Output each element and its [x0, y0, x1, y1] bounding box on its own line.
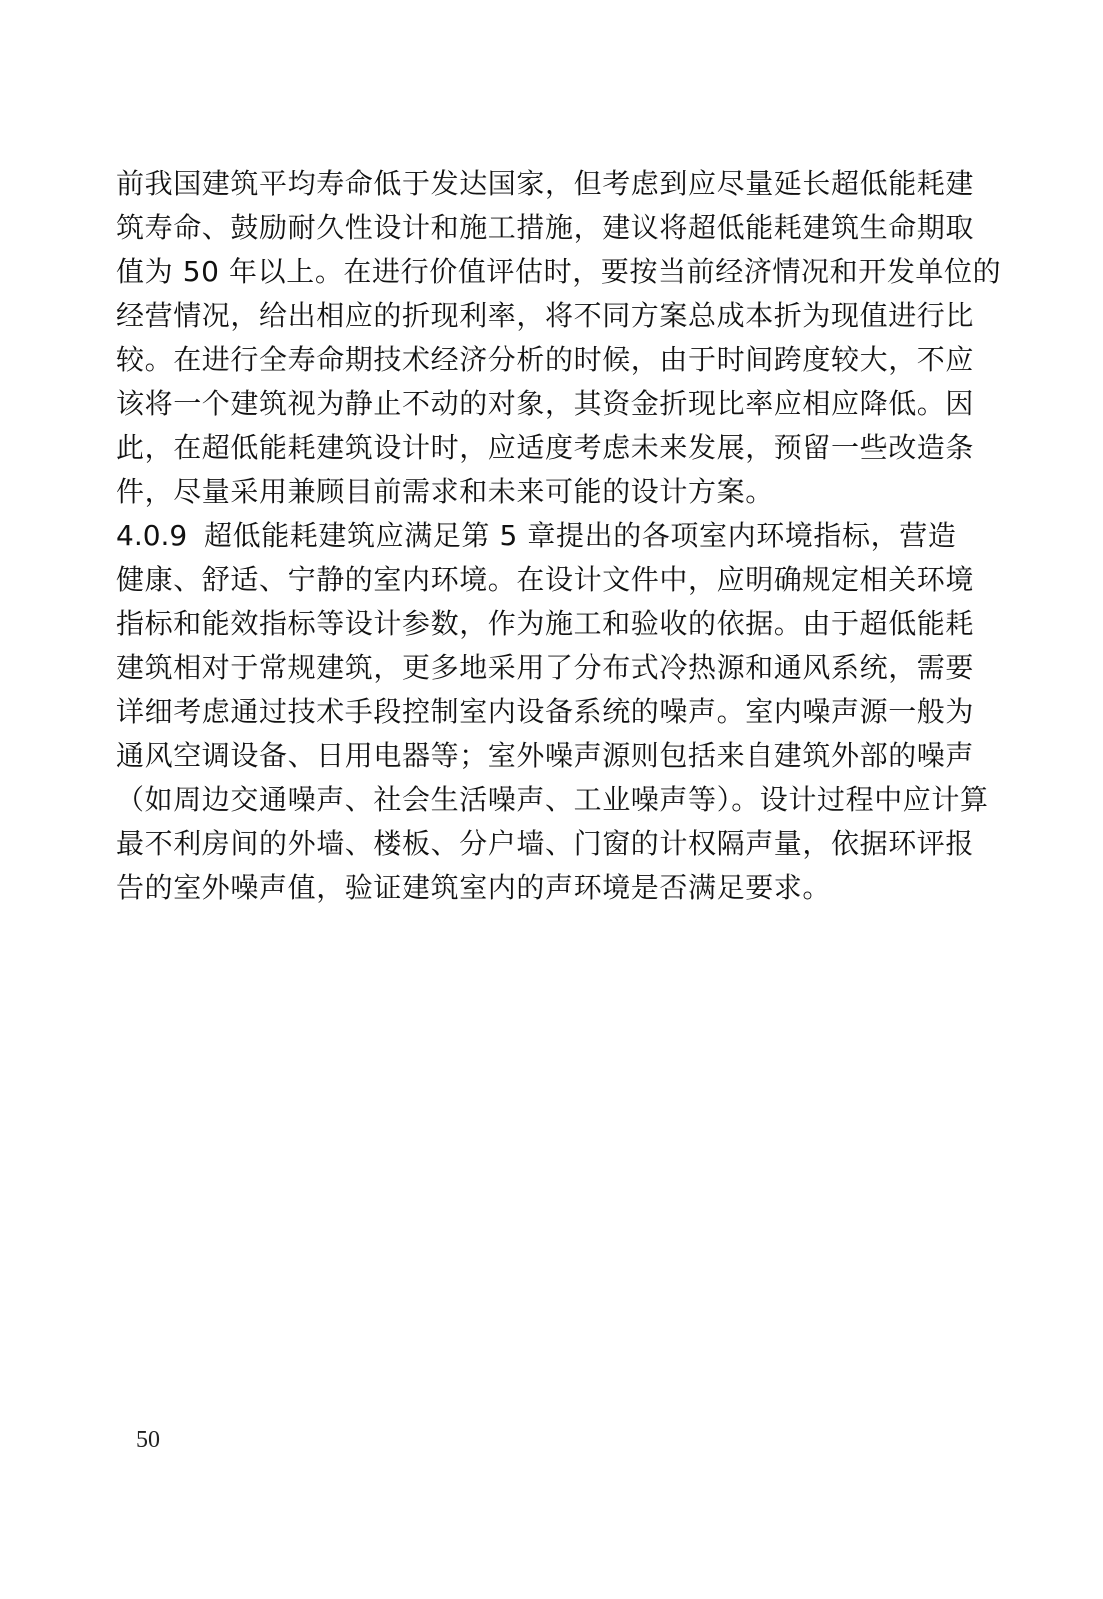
- clause-line: 建筑相对于常规建筑，更多地采用了分布式冷热源和通风系统，需要: [116, 651, 975, 684]
- clause-heading-line: [116, 514, 976, 558]
- paragraph-line: 前我国建筑平均寿命低于发达国家，但考虑到应尽量延长超低能耗建: [116, 167, 975, 200]
- clause-number: 4.0.9: [116, 519, 188, 552]
- clause-line: 最不利房间的外墙、楼板、分户墙、门窗的计权隔声量，依据环评报: [116, 827, 975, 860]
- clause-line: 健康、舒适、宁静的室内环境。在设计文件中，应明确规定相关环境: [116, 563, 975, 596]
- paragraph-line: 此，在超低能耗建筑设计时，应适度考虑未来发展，预留一些改造条: [116, 431, 975, 464]
- paragraph-line: 较。在进行全寿命期技术经济分析的时候，由于时间跨度较大，不应: [116, 343, 975, 376]
- page-number: 50: [136, 1427, 160, 1453]
- paragraph-line: 经营情况，给出相应的折现利率，将不同方案总成本折为现值进行比: [116, 299, 975, 332]
- paragraph-line: 该将一个建筑视为静止不动的对象，其资金折现比率应相应降低。因: [116, 387, 975, 420]
- paragraph-line: 筑寿命、鼓励耐久性设计和施工措施，建议将超低能耗建筑生命期取: [116, 211, 975, 244]
- clause-line: 告的室外噪声值，验证建筑室内的声环境是否满足要求。: [116, 871, 832, 904]
- paragraph-line: 件，尽量采用兼顾目前需求和未来可能的设计方案。: [116, 475, 774, 508]
- clause-line: 通风空调设备、日用电器等；室外噪声源则包括来自建筑外部的噪声: [116, 739, 975, 772]
- clause-line: （如周边交通噪声、社会生活噪声、工业噪声等）。设计过程中应计算: [116, 783, 989, 816]
- clause-first-line: 超低能耗建筑应满足第 5 章提出的各项室内环境指标，营造: [204, 519, 957, 552]
- clause-line: 详细考虑通过技术手段控制室内设备系统的噪声。室内噪声源一般为: [116, 695, 975, 728]
- clause-line: 指标和能效指标等设计参数，作为施工和验收的依据。由于超低能耗: [116, 607, 975, 640]
- paragraph-line: 值为 50 年以上。在进行价值评估时，要按当前经济情况和开发单位的: [116, 255, 1002, 288]
